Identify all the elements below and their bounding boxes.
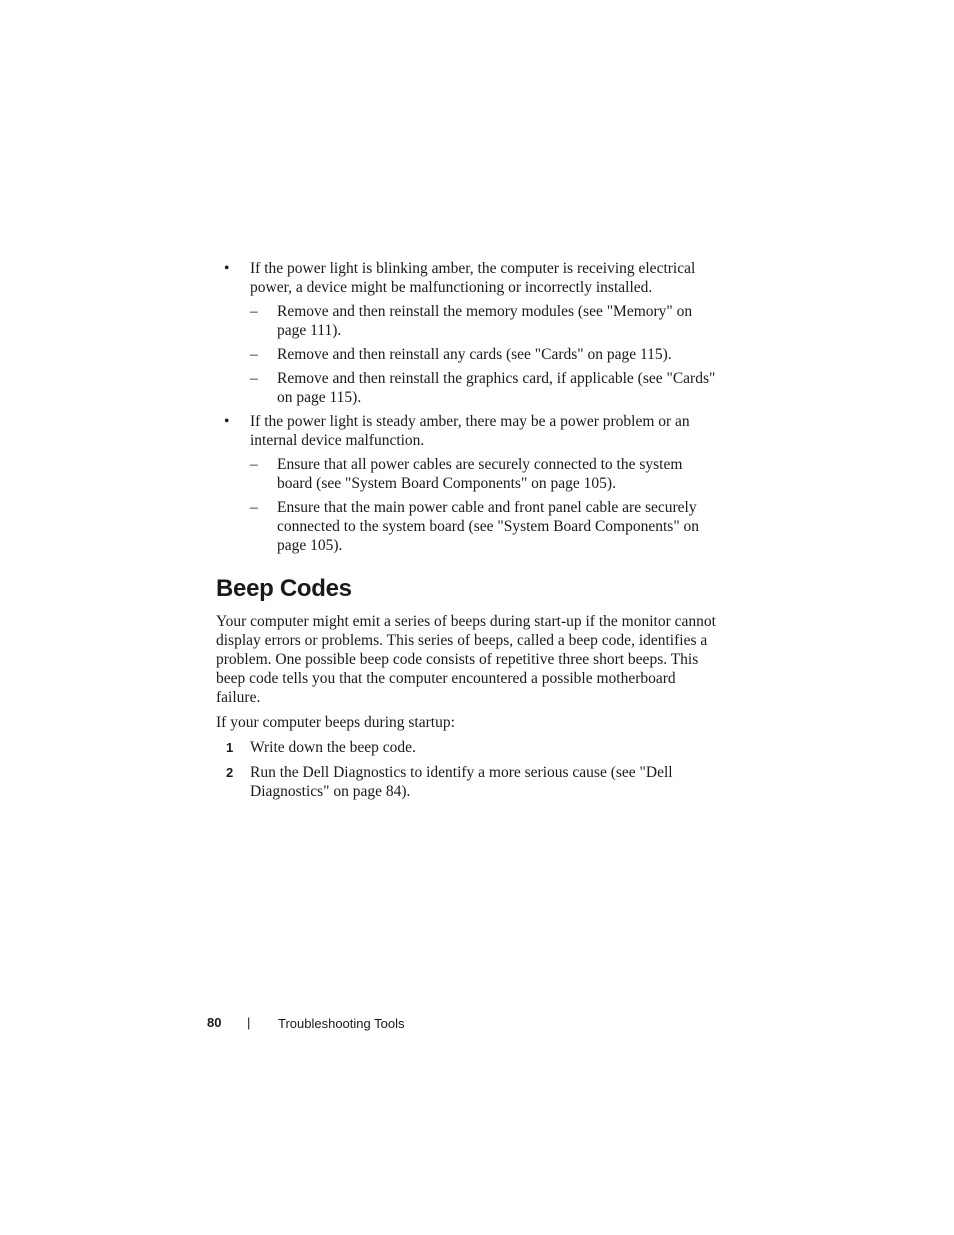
- sub-item: [216, 302, 716, 340]
- page-content: [216, 259, 716, 807]
- step-text: Run the Dell Diagnostics to identify a more serious cause (see "Dell Diagnostics" on page 84).: [250, 764, 673, 800]
- intro-paragraph: Your computer might emit a series of beeps during start-up if the monitor cannot display errors or problems. This series of beeps, called a beep code, identifies a problem. One possible beep code consists of repetitive three short beeps. This beep code tells you that the computer encountered a possible motherboard failure.: [216, 613, 716, 706]
- step-number: 1: [226, 740, 234, 755]
- sub-item-text: Remove and then reinstall any cards (see "Cards" on page 115).: [277, 346, 672, 363]
- page-number: 80: [207, 1015, 222, 1030]
- sub-item: [216, 369, 716, 407]
- step-item: [216, 763, 716, 801]
- dash-marker: –: [250, 346, 258, 363]
- footer-section-title: Troubleshooting Tools: [278, 1016, 405, 1031]
- sub-item-text: Ensure that the main power cable and front panel cable are securely connected to the system board (see "System Board Components" on page 105).: [277, 499, 700, 554]
- sub-item: [216, 455, 716, 493]
- section-heading: Beep Codes: [216, 575, 352, 602]
- bullet-item: [216, 259, 716, 297]
- dash-marker: –: [250, 370, 258, 387]
- bullet-item: [216, 412, 716, 450]
- sub-item: [216, 498, 716, 555]
- bullet-marker: •: [224, 413, 230, 430]
- sub-item-text: Remove and then reinstall the memory modules (see "Memory" on page 111).: [277, 303, 693, 339]
- step-item: [216, 738, 716, 757]
- bullet-text: If the power light is steady amber, there may be a power problem or an internal device malfunction.: [250, 413, 690, 449]
- footer-separator: |: [247, 1015, 251, 1030]
- dash-marker: –: [250, 303, 258, 320]
- sub-item-text: Ensure that all power cables are securely connected to the system board (see "System Board Components" on page 105).: [277, 456, 683, 492]
- bullet-marker: •: [224, 260, 230, 277]
- sub-item-text: Remove and then reinstall the graphics card, if applicable (see "Cards" on page 115).: [277, 370, 716, 406]
- step-number: 2: [226, 765, 234, 780]
- steps-lead-paragraph: If your computer beeps during startup:: [216, 714, 455, 731]
- bullet-text: If the power light is blinking amber, the computer is receiving electrical power, a device might be malfunctioning or incorrectly installed.: [250, 260, 696, 296]
- dash-marker: –: [250, 499, 258, 516]
- step-text: Write down the beep code.: [250, 739, 416, 756]
- sub-item: [216, 345, 716, 364]
- dash-marker: –: [250, 456, 258, 473]
